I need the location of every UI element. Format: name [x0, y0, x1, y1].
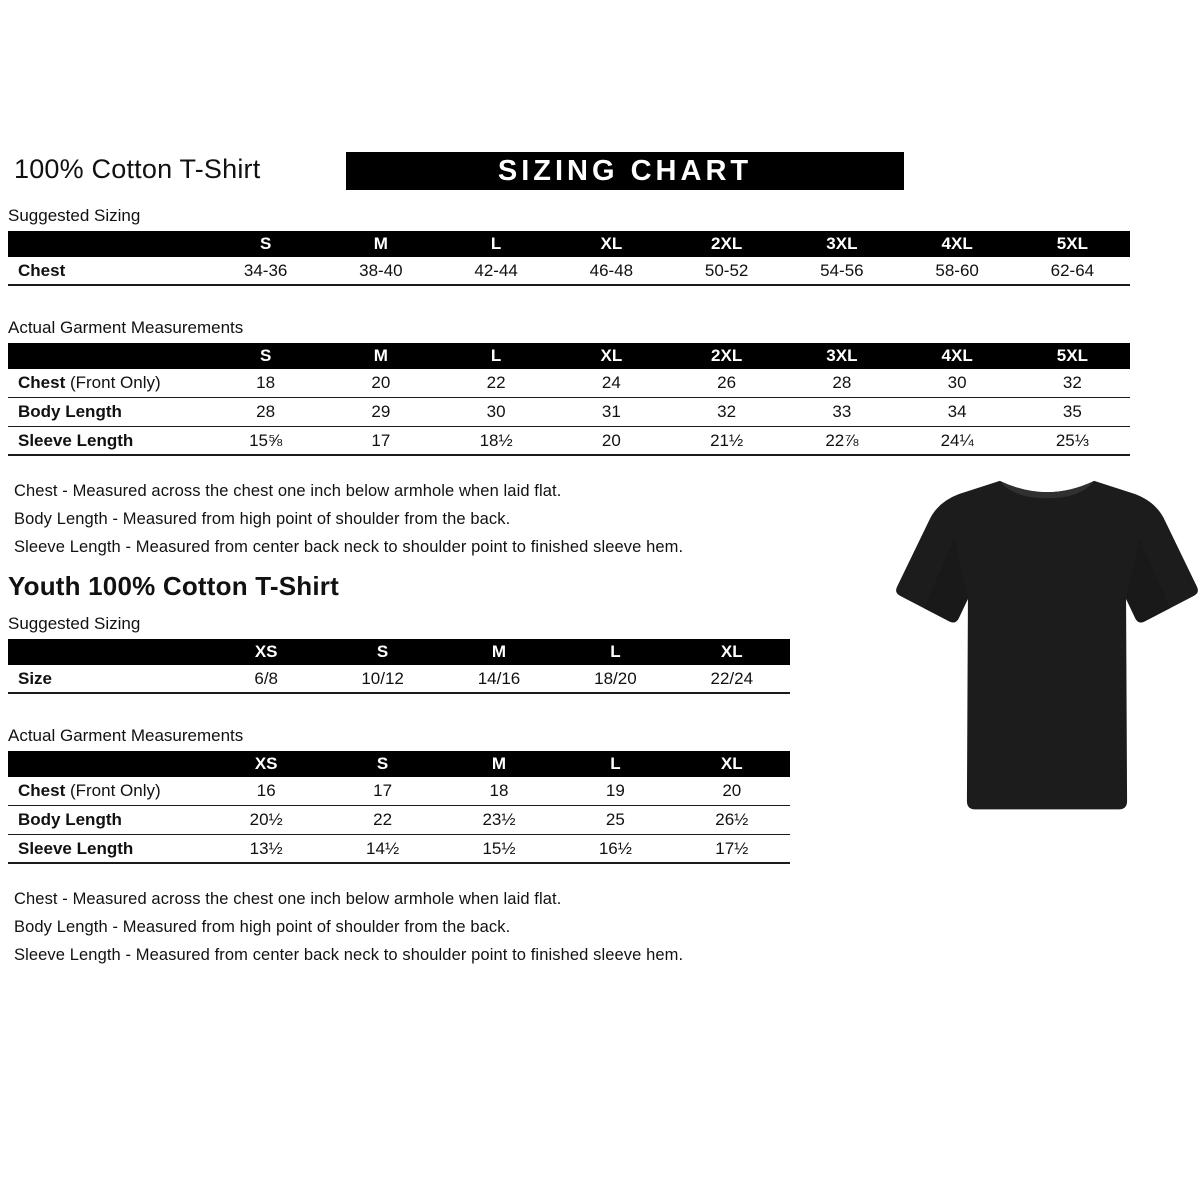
size-col-header: XL: [720, 642, 743, 661]
row-label: Chest (Front Only): [18, 373, 161, 392]
youth-title: Youth 100% Cotton T-Shirt: [8, 571, 339, 601]
size-value: 54-56: [820, 260, 864, 280]
size-value: 16: [256, 781, 276, 800]
row-label: Size: [18, 668, 53, 688]
size-col-header: S: [376, 754, 389, 773]
note-line: Body Length - Measured from high point of shoulder from the back.: [14, 510, 511, 528]
size-value: 14/16: [477, 668, 521, 688]
table-row: [8, 257, 1130, 286]
size-col-header: S: [259, 234, 272, 253]
size-value: 19: [605, 781, 625, 800]
youth-actual-header-row: [8, 751, 790, 777]
size-value: 17: [371, 430, 391, 450]
table-row: [8, 398, 1130, 427]
size-col-header: M: [373, 234, 388, 253]
size-value: 26½: [715, 810, 749, 829]
adult-suggested-label: Suggested Sizing: [8, 206, 141, 225]
note-line: Sleeve Length - Measured from center back neck to shoulder point to finished sleeve hem.: [14, 946, 684, 964]
row-label: Body Length: [18, 402, 122, 421]
size-value: 18: [256, 373, 276, 392]
size-col-header: XL: [720, 754, 743, 773]
size-value: 20: [371, 373, 391, 392]
note-line: Chest - Measured across the chest one inch below armhole when laid flat.: [14, 482, 562, 500]
table-row: [8, 665, 790, 694]
size-value: 20½: [249, 810, 283, 829]
size-value: 24: [601, 373, 621, 392]
adult-actual-label: Actual Garment Measurements: [8, 318, 244, 337]
size-value: 38-40: [359, 260, 403, 280]
size-col-header: 5XL: [1056, 234, 1088, 253]
size-value: 28: [832, 373, 852, 392]
size-value: 16½: [598, 838, 632, 858]
size-col-header: XL: [600, 346, 623, 365]
table-row: [8, 806, 790, 835]
row-label: Body Length: [18, 810, 122, 829]
size-col-header: XS: [254, 642, 278, 661]
size-col-header: 4XL: [941, 346, 973, 365]
size-value: 14½: [366, 838, 400, 858]
size-col-header: M: [373, 346, 388, 365]
note-line: Chest - Measured across the chest one inch below armhole when laid flat.: [14, 890, 562, 908]
size-value: 15½: [482, 838, 516, 858]
size-value: 30: [486, 402, 506, 421]
youth-actual-label: Actual Garment Measurements: [8, 726, 244, 745]
adult-actual-header-row: [8, 343, 1130, 369]
row-label: Chest: [18, 260, 66, 280]
size-col-header: L: [490, 346, 502, 365]
size-value: 22⅞: [825, 430, 859, 450]
adult-title: 100% Cotton T-Shirt: [14, 154, 261, 184]
size-col-header: L: [490, 234, 502, 253]
size-value: 26: [717, 373, 737, 392]
size-value: 24¼: [940, 430, 974, 450]
size-value: 13½: [249, 838, 283, 858]
size-value: 17: [373, 781, 393, 800]
size-col-header: M: [491, 642, 507, 661]
size-value: 18: [489, 781, 509, 800]
tshirt-graphic: [893, 462, 1200, 820]
size-value: 21½: [710, 430, 744, 450]
size-value: 22: [486, 373, 506, 392]
size-value: 22: [373, 810, 393, 829]
size-value: 58-60: [935, 260, 979, 280]
size-value: 17½: [715, 838, 749, 858]
row-label: Sleeve Length: [18, 838, 134, 858]
size-value: 20: [601, 430, 621, 450]
note-line: Body Length - Measured from high point of shoulder from the back.: [14, 918, 511, 936]
size-value: 23½: [482, 810, 516, 829]
size-col-header: 3XL: [826, 234, 858, 253]
size-value: 33: [832, 402, 852, 421]
size-value: 29: [371, 402, 391, 421]
size-col-header: 3XL: [826, 346, 858, 365]
size-value: 22/24: [710, 668, 754, 688]
size-value: 18/20: [594, 668, 637, 688]
size-col-header: XS: [254, 754, 278, 773]
size-value: 34: [947, 402, 967, 421]
size-col-header: XL: [600, 234, 623, 253]
size-value: 35: [1062, 402, 1082, 421]
size-value: 6/8: [254, 668, 279, 688]
youth-suggested-header-row: [8, 639, 790, 665]
header-row: [8, 152, 1192, 192]
adult-actual-table: [8, 343, 1130, 456]
size-col-header: 5XL: [1056, 346, 1088, 365]
size-value: 31: [601, 402, 621, 421]
adult-suggested-table: [8, 231, 1130, 286]
size-value: 32: [1062, 373, 1082, 392]
size-col-header: M: [491, 754, 507, 773]
size-col-header: S: [259, 346, 272, 365]
table-row: [8, 777, 790, 806]
size-col-header: 4XL: [941, 234, 973, 253]
size-value: 25: [605, 810, 625, 829]
size-value: 18½: [479, 430, 513, 450]
size-col-header: 2XL: [711, 234, 743, 253]
size-value: 42-44: [474, 260, 518, 280]
size-value: 34-36: [243, 260, 288, 280]
sizing-chart-banner: SIZING CHART: [346, 152, 904, 190]
size-col-header: L: [610, 754, 621, 773]
size-col-header: 2XL: [711, 346, 743, 365]
row-label: Sleeve Length: [18, 430, 134, 450]
tshirt-image: [893, 462, 1200, 820]
size-value: 50-52: [704, 260, 749, 280]
adult-suggested-header-row: [8, 231, 1130, 257]
size-value: 28: [256, 402, 276, 421]
size-col-header: L: [610, 642, 621, 661]
size-value: 25⅓: [1055, 430, 1089, 450]
size-value: 30: [947, 373, 967, 392]
size-col-header: S: [376, 642, 389, 661]
size-value: 46-48: [589, 260, 634, 280]
table-row: [8, 427, 1130, 456]
size-value: 62-64: [1050, 260, 1095, 280]
table-row: [8, 369, 1130, 398]
size-value: 20: [722, 781, 742, 800]
youth-suggested-table: [8, 639, 790, 694]
row-label: Chest (Front Only): [18, 781, 161, 800]
youth-actual-table: [8, 751, 790, 864]
size-value: 32: [717, 402, 737, 421]
table-row: [8, 835, 790, 864]
youth-suggested-label: Suggested Sizing: [8, 614, 141, 633]
size-value: 15⅝: [249, 430, 283, 450]
note-line: Sleeve Length - Measured from center back neck to shoulder point to finished sleeve hem.: [14, 538, 684, 556]
youth-notes: [14, 890, 1192, 965]
size-value: 10/12: [361, 668, 404, 688]
